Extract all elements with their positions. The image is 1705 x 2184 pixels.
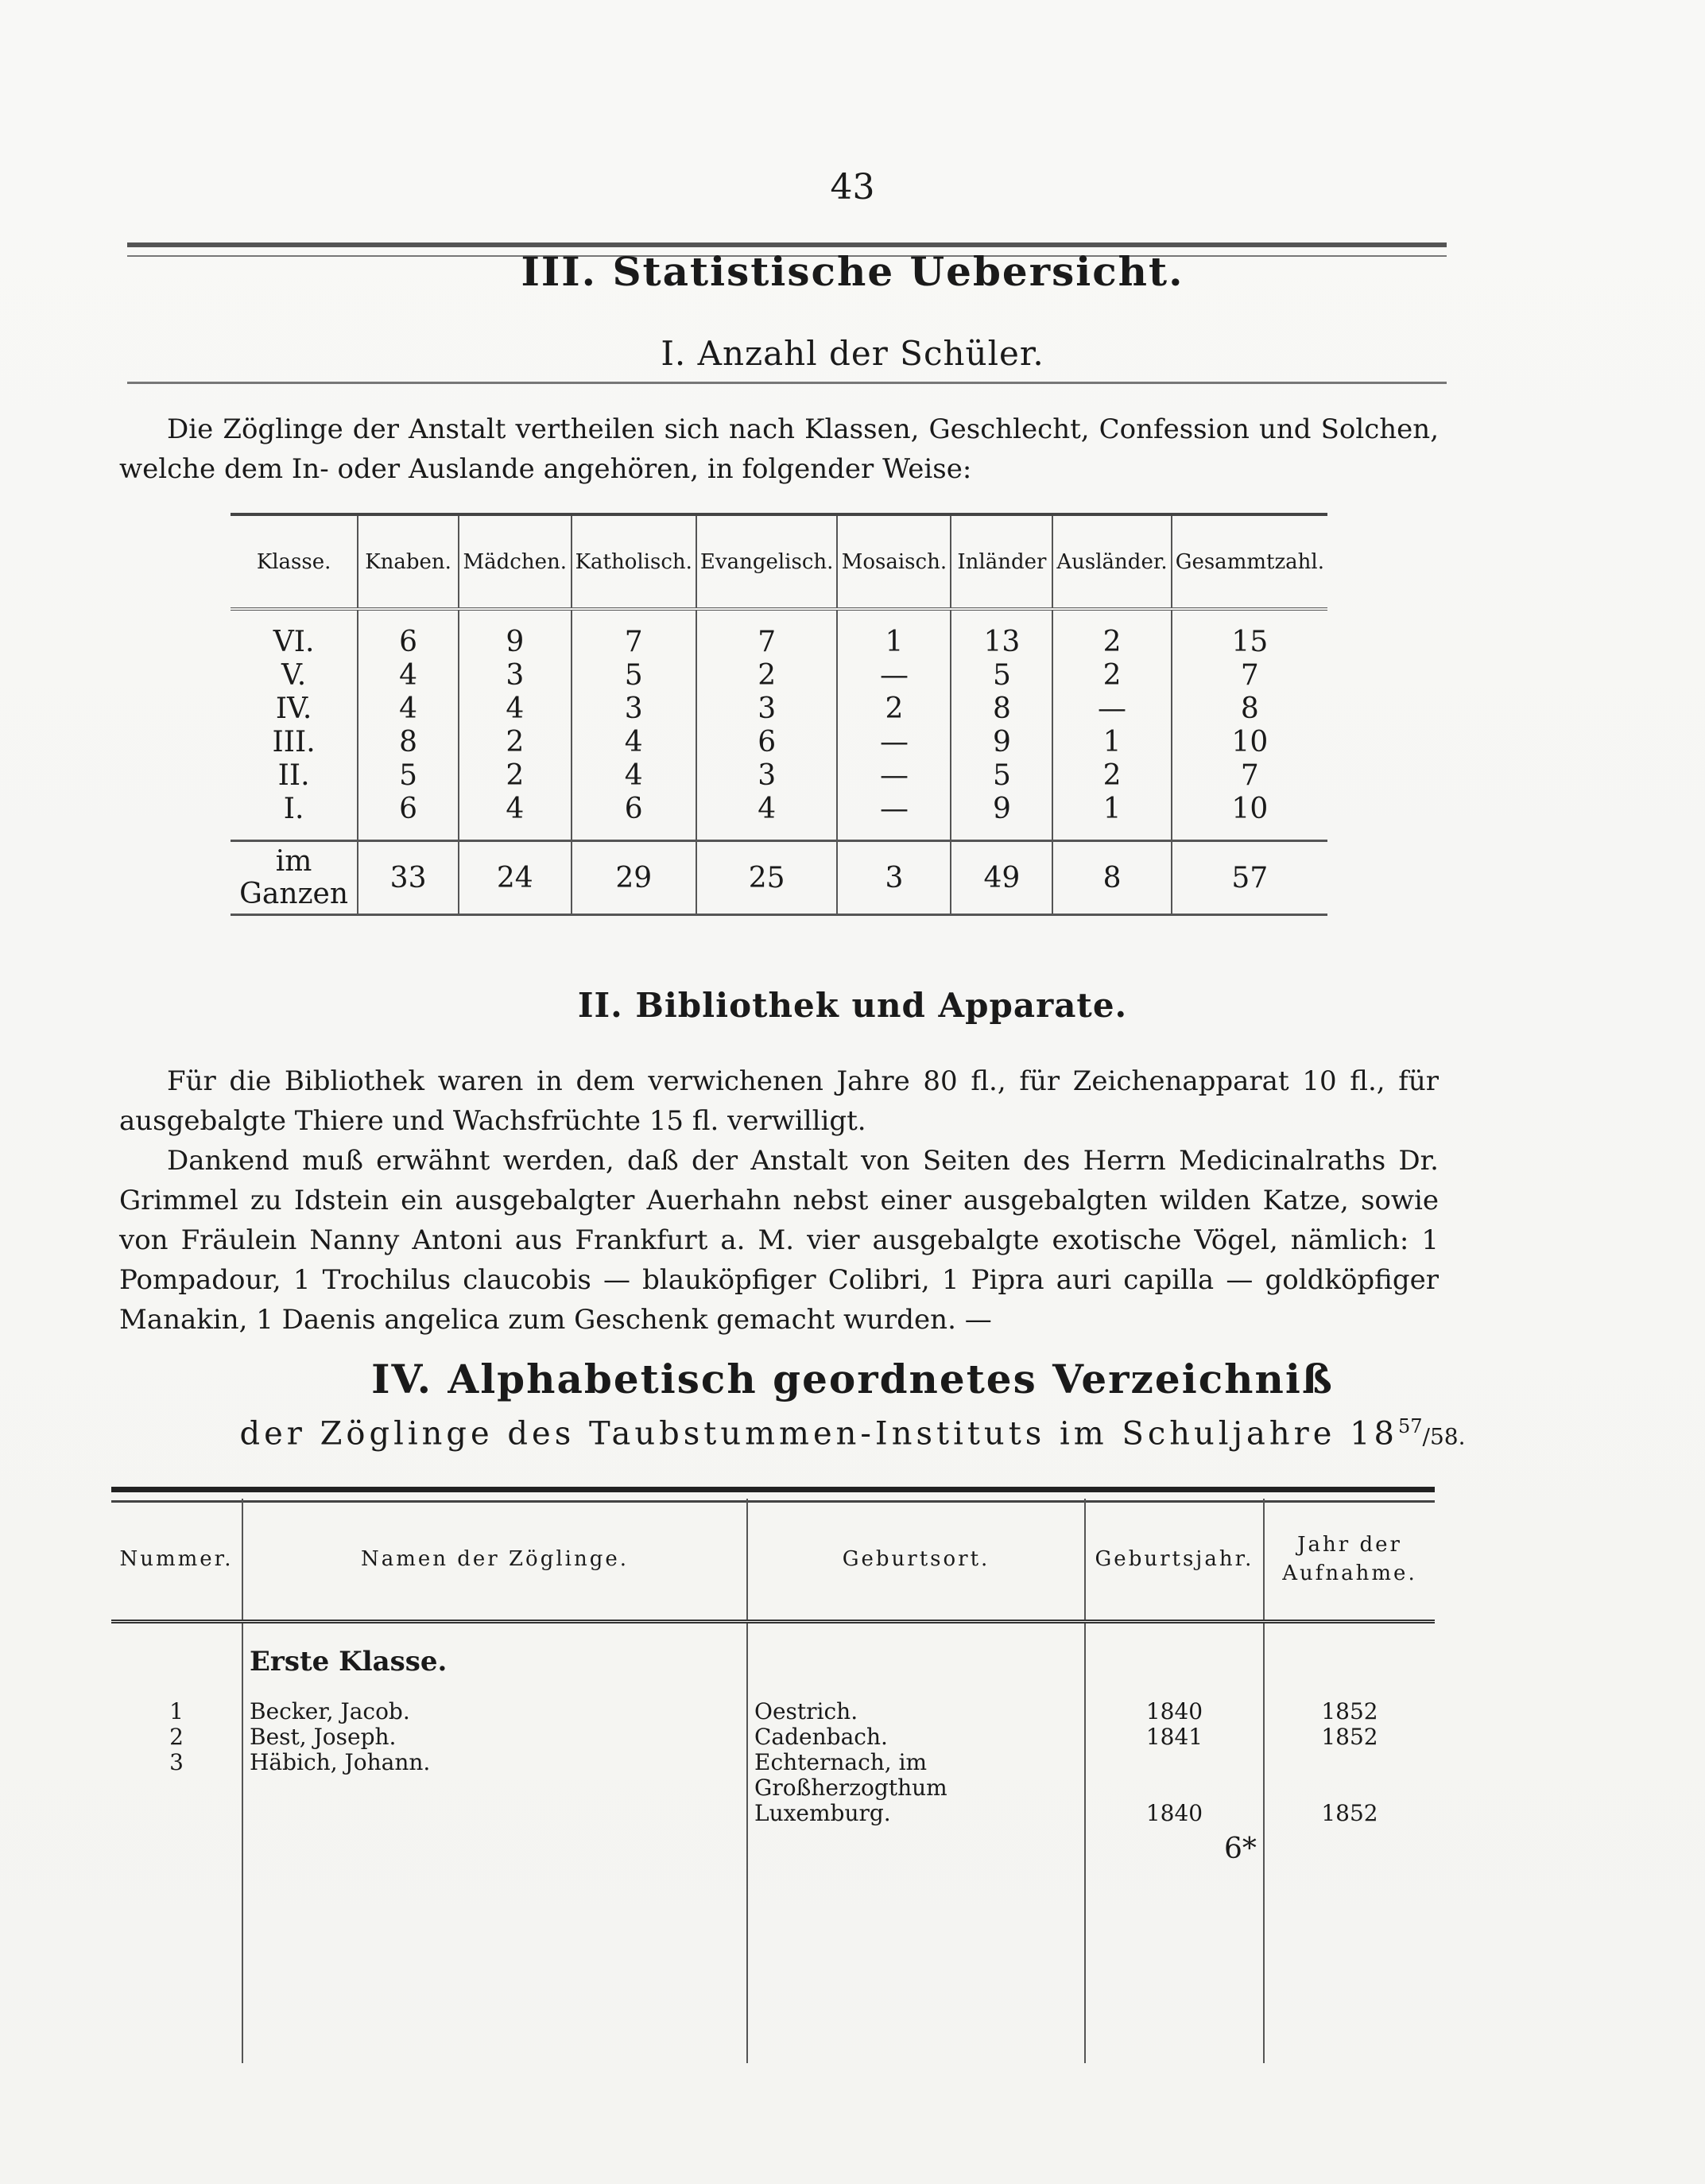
cell: 2 xyxy=(459,758,572,792)
library-paragraphs xyxy=(119,1061,1439,1340)
cell: — xyxy=(837,658,951,692)
birth-year: 1841 xyxy=(1085,1724,1264,1750)
register-subtitle-year-sup: 57 xyxy=(1397,1415,1423,1437)
header-geburtsjahr: Geburtsjahr. xyxy=(1085,1499,1264,1622)
cell: 4 xyxy=(459,692,572,725)
table-row xyxy=(231,609,1327,658)
statistics-table xyxy=(231,513,1327,916)
cell: 8 xyxy=(358,725,459,758)
cell: 2 xyxy=(459,725,572,758)
cell: 6 xyxy=(358,792,459,841)
header-klasse: Klasse. xyxy=(256,549,331,574)
cell: 7 xyxy=(1172,758,1327,792)
table-row xyxy=(231,658,1327,692)
subsection-rule xyxy=(127,382,1447,384)
pupil-name: Häbich, Johann. xyxy=(242,1750,747,2063)
page-number: 43 xyxy=(830,167,875,208)
cell: 6 xyxy=(696,725,838,758)
total-label: im Ganzen xyxy=(239,845,349,910)
header-nummer: Nummer. xyxy=(119,1547,234,1571)
cell: 4 xyxy=(358,658,459,692)
table-row xyxy=(231,692,1327,725)
cell: 4 xyxy=(696,792,838,841)
cell: 4 xyxy=(459,792,572,841)
header-mosaisch: Mosaisch. xyxy=(837,514,951,609)
cell-klasse: IV. xyxy=(275,692,312,725)
cell: 7 xyxy=(572,609,696,658)
header-auslaender: Ausländer. xyxy=(1052,514,1171,609)
cell: 8 xyxy=(951,692,1052,725)
cell: 6 xyxy=(358,609,459,658)
cell: 9 xyxy=(951,725,1052,758)
birth-place: Cadenbach. xyxy=(747,1724,1085,1750)
signature-mark: 6* xyxy=(1224,1833,1257,1865)
cell: 4 xyxy=(572,758,696,792)
birth-year: 1840 xyxy=(1085,1750,1264,2063)
cell: 5 xyxy=(951,658,1052,692)
total-row xyxy=(231,841,1327,915)
cell: 5 xyxy=(951,758,1052,792)
cell: 4 xyxy=(572,725,696,758)
cell: 3 xyxy=(696,758,838,792)
cell-klasse: V. xyxy=(281,658,307,692)
cell-klasse: I. xyxy=(283,792,304,825)
cell: 8 xyxy=(1172,692,1327,725)
register-subtitle-year-sub: /58. xyxy=(1422,1423,1466,1450)
register-header-row xyxy=(111,1499,1435,1622)
cell: 3 xyxy=(572,692,696,725)
cell: — xyxy=(837,758,951,792)
header-knaben: Knaben. xyxy=(358,514,459,609)
klasse-row xyxy=(111,1622,1435,1700)
cell: 6 xyxy=(572,792,696,841)
table-row xyxy=(231,758,1327,792)
cell: 2 xyxy=(1052,758,1171,792)
intro-text: Die Zöglinge der Anstalt vertheilen sich nach Klassen, Geschlecht, Confession und Solchen, welche dem In- oder Auslande angehören, in folgender Weise: xyxy=(119,413,1439,485)
cell: 10 xyxy=(1172,792,1327,841)
cell: 2 xyxy=(837,692,951,725)
header-gesammtzahl: Gesammtzahl. xyxy=(1172,514,1327,609)
table-row xyxy=(231,725,1327,758)
cell: 2 xyxy=(1052,658,1171,692)
cell-klasse: VI. xyxy=(273,625,315,658)
row-number: 1 xyxy=(169,1698,184,1724)
total-cell: 24 xyxy=(459,841,572,915)
cell: 5 xyxy=(358,758,459,792)
cell: 7 xyxy=(1172,658,1327,692)
birth-year: 1840 xyxy=(1085,1699,1264,1724)
section-title-register: IV. Alphabetisch geordnetes Verzeichniß xyxy=(371,1356,1334,1402)
pupil-name: Becker, Jacob. xyxy=(242,1699,747,1724)
header-namen: Namen der Zöglinge. xyxy=(242,1499,747,1622)
intro-paragraph xyxy=(119,409,1439,489)
header-evangelisch: Evangelisch. xyxy=(696,514,838,609)
cell: 7 xyxy=(696,609,838,658)
cell: 1 xyxy=(1052,725,1171,758)
row-number: 3 xyxy=(169,1749,184,1775)
table-row xyxy=(231,792,1327,841)
cell: 9 xyxy=(459,609,572,658)
cell: 3 xyxy=(696,692,838,725)
cell: 5 xyxy=(572,658,696,692)
cell: 1 xyxy=(837,609,951,658)
section-title-statistics: III. Statistische Uebersicht. xyxy=(521,248,1184,295)
birth-place: Echternach, im Großherzogthum Luxemburg. xyxy=(747,1750,1085,2063)
pupil-name: Best, Joseph. xyxy=(242,1724,747,1750)
cell: 2 xyxy=(696,658,838,692)
admission-year: 1852 xyxy=(1264,1724,1435,1750)
cell: 1 xyxy=(1052,792,1171,841)
row-number: 2 xyxy=(169,1724,184,1750)
admission-year: 1852 xyxy=(1264,1699,1435,1724)
library-paragraph-1: Für die Bibliothek waren in dem verwichenen Jahre 80 fl., für Zeichenapparat 10 fl., für ausgebalgte Thiere und Wachsfrüchte 15 fl. verwilligt. xyxy=(119,1065,1439,1137)
cell: 9 xyxy=(951,792,1052,841)
header-katholisch: Katholisch. xyxy=(572,514,696,609)
table-row xyxy=(111,1750,1435,2063)
cell-klasse: III. xyxy=(272,725,316,758)
cell: 2 xyxy=(1052,609,1171,658)
cell: 3 xyxy=(459,658,572,692)
total-cell: 57 xyxy=(1172,841,1327,915)
header-inlaender: Inländer xyxy=(951,514,1052,609)
header-maedchen: Mädchen. xyxy=(459,514,572,609)
register-table xyxy=(111,1499,1435,2063)
klasse-title: Erste Klasse. xyxy=(242,1622,747,1700)
register-subtitle-main: der Zöglinge des Taubstummen-Instituts im Schuljahre 18 xyxy=(239,1415,1398,1453)
cell: 15 xyxy=(1172,609,1327,658)
cell: — xyxy=(837,792,951,841)
library-paragraph-2: Dankend muß erwähnt werden, daß der Anstalt von Seiten des Herrn Medicinalraths Dr. Grimmel zu Idstein ein ausgebalgter Auerhahn nebst einer ausgebalgten wilden Katze, sowie von Fräulein Nanny Antoni aus Frankfurt a. M. vier ausgebalgte exotische Vögel, nämlich: 1 Pompadour, 1 Trochilus claucobis — blauköpfiger Colibri, 1 Pipra auri capilla — goldköpfiger Manakin, 1 Daenis angelica zum Geschenk gemacht wurden. — xyxy=(119,1145,1439,1336)
total-cell: 3 xyxy=(837,841,951,915)
header-aufnahme: Jahr der Aufnahme. xyxy=(1264,1499,1435,1622)
total-cell: 33 xyxy=(358,841,459,915)
register-subtitle xyxy=(0,1415,1705,1452)
statistics-header-row xyxy=(231,514,1327,609)
cell-klasse: II. xyxy=(277,758,310,792)
admission-year: 1852 xyxy=(1264,1750,1435,2063)
cell: 10 xyxy=(1172,725,1327,758)
cell: 13 xyxy=(951,609,1052,658)
header-geburtsort: Geburtsort. xyxy=(747,1499,1085,1622)
total-cell: 8 xyxy=(1052,841,1171,915)
cell: 4 xyxy=(358,692,459,725)
total-cell: 29 xyxy=(572,841,696,915)
birth-place: Oestrich. xyxy=(747,1699,1085,1724)
subsection-title-students: I. Anzahl der Schüler. xyxy=(661,334,1044,373)
table-row xyxy=(111,1724,1435,1750)
cell: — xyxy=(837,725,951,758)
total-cell: 49 xyxy=(951,841,1052,915)
table-row xyxy=(111,1699,1435,1724)
subsection-title-library: II. Bibliothek und Apparate. xyxy=(577,986,1128,1025)
cell: — xyxy=(1052,692,1171,725)
total-cell: 25 xyxy=(696,841,838,915)
